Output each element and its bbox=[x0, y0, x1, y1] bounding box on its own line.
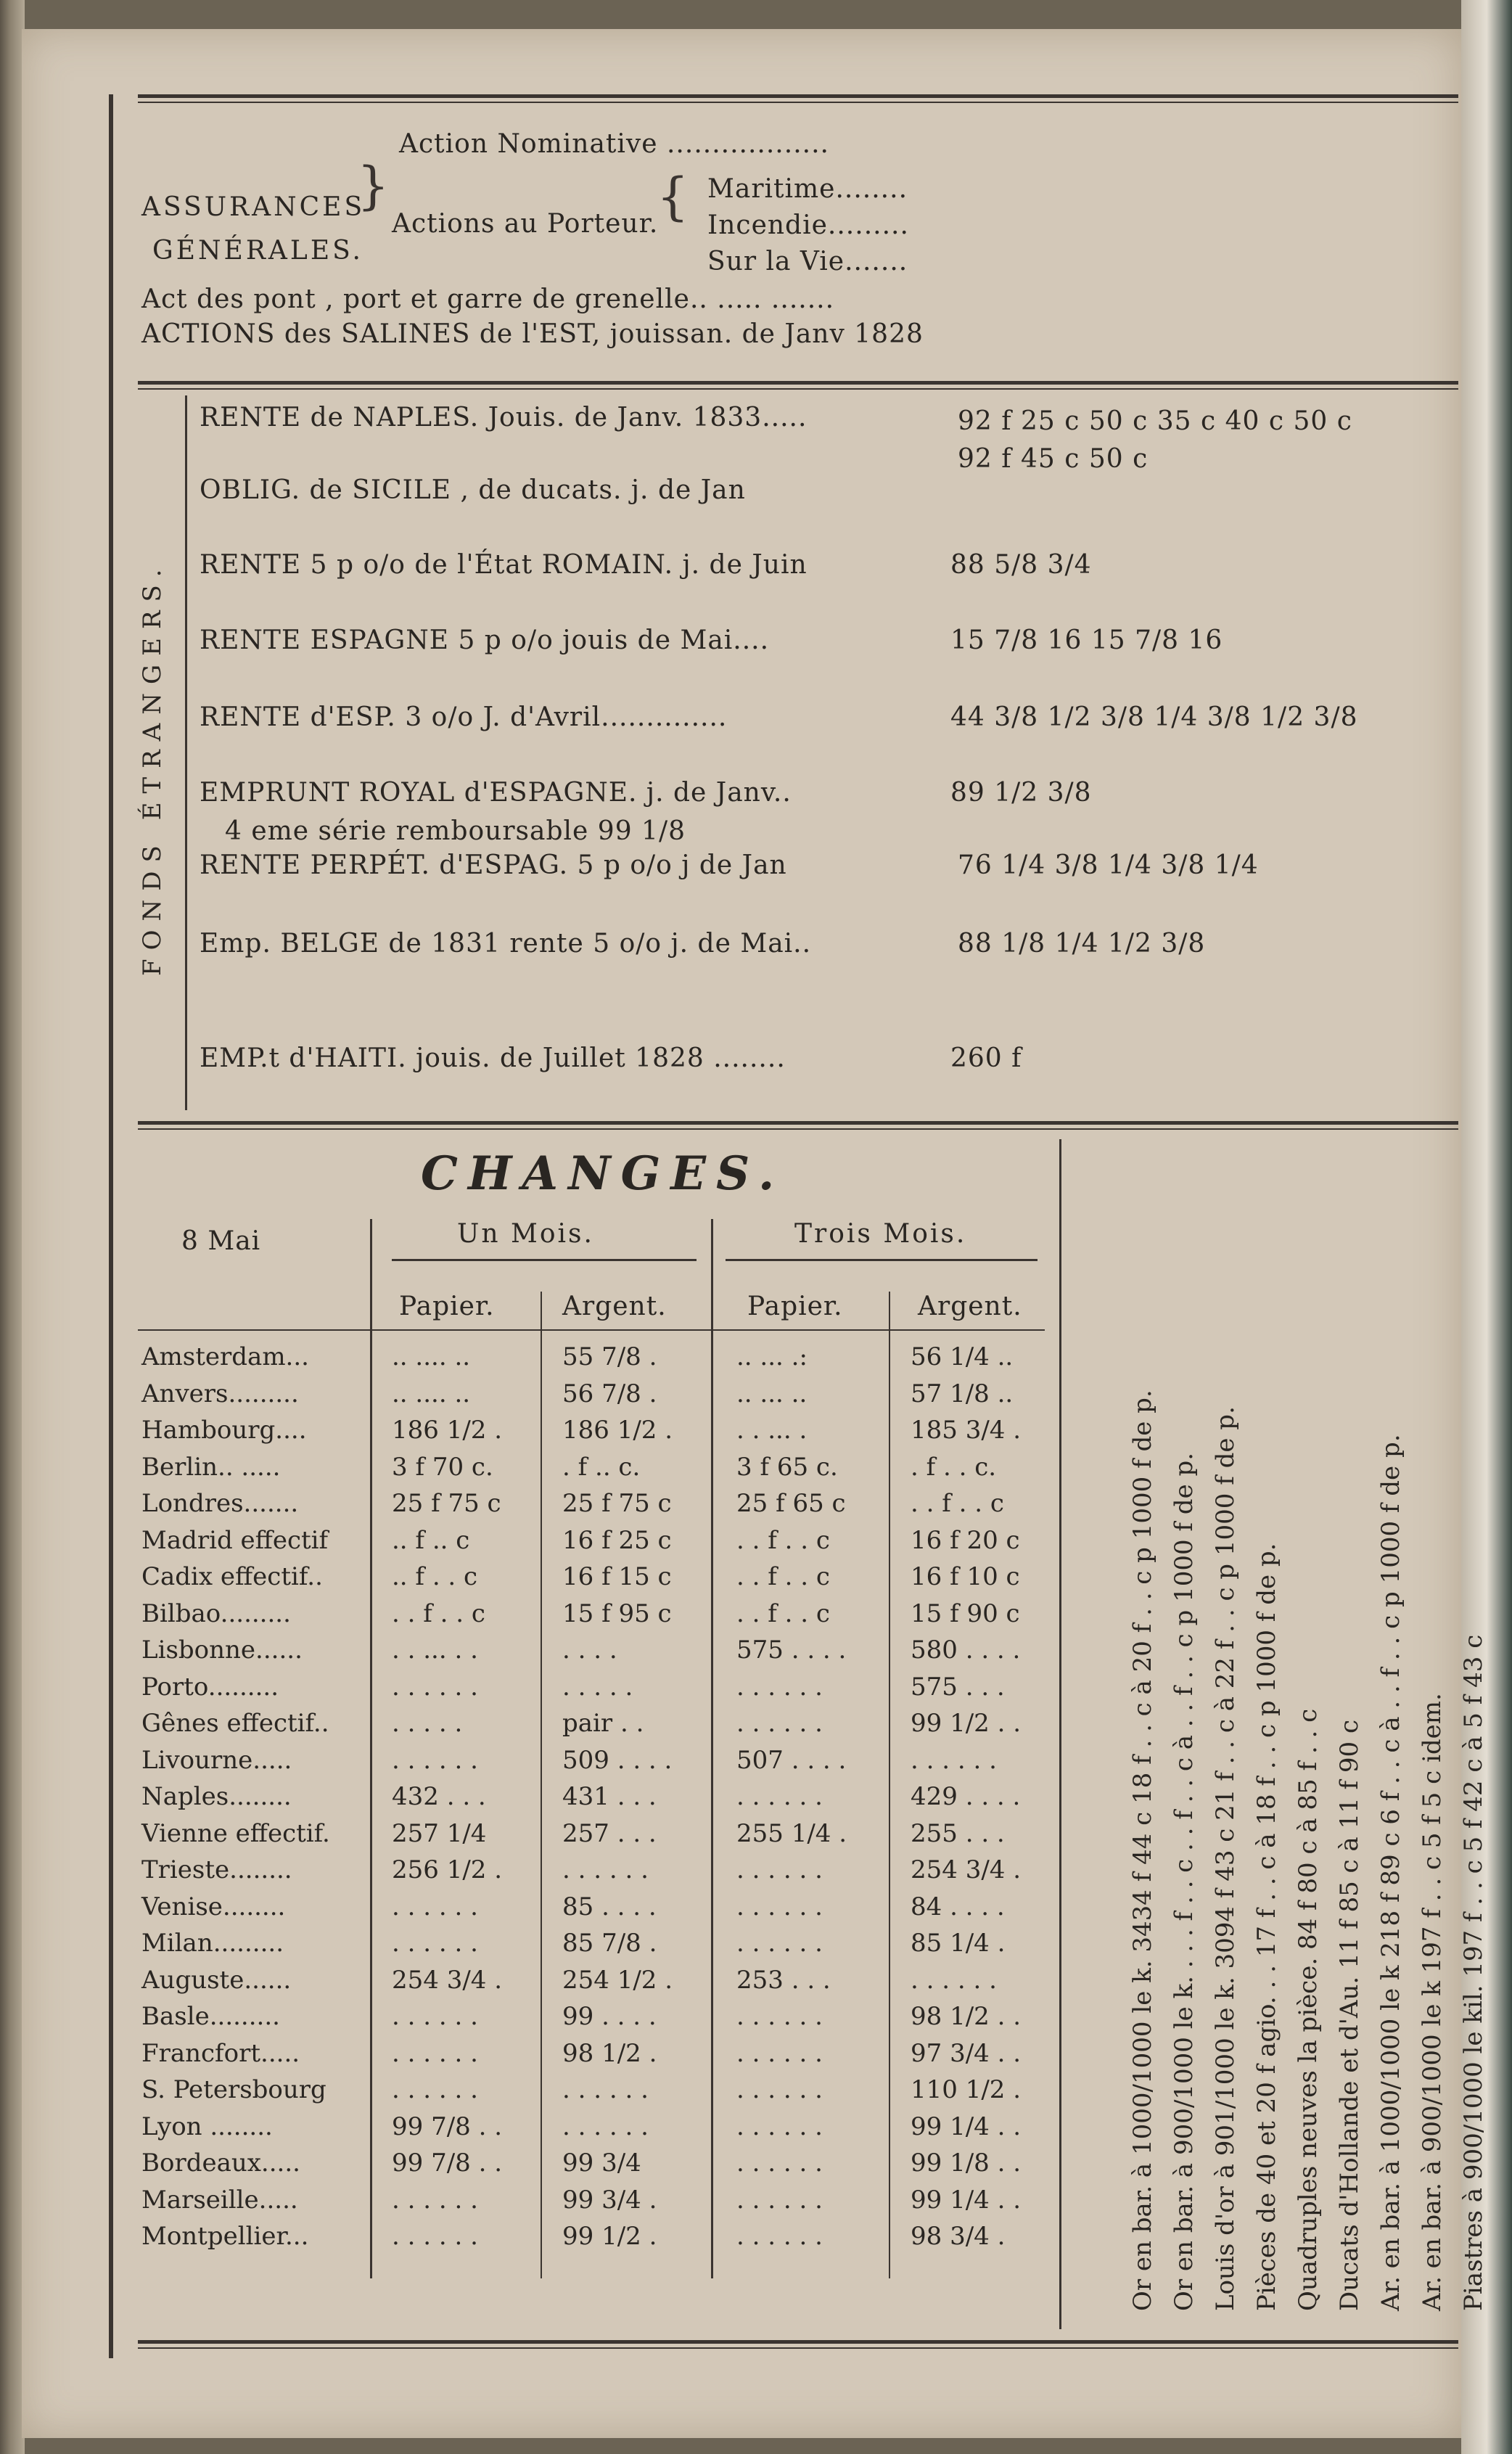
argent-trois-mois: 56 1/4 .. bbox=[911, 1342, 1014, 1371]
bottom-rule bbox=[138, 2340, 1458, 2349]
papier-trois-mois: 253 . . . bbox=[736, 1965, 831, 1995]
argent-un-mois: . . . . . . bbox=[562, 1855, 649, 1884]
argent-un-mois: 257 . . . bbox=[562, 1818, 657, 1848]
argent-un-mois: 254 1/2 . bbox=[562, 1965, 673, 1995]
porteur-line: Actions au Porteur. bbox=[392, 209, 659, 239]
argent-trois-mois: 85 1/4 . bbox=[911, 1929, 1006, 1958]
fonds-row-label: RENTE ESPAGNE 5 p o/o jouis de Mai.... bbox=[200, 625, 770, 655]
city-name: Lyon ........ bbox=[141, 2112, 273, 2141]
fonds-row-value: 15 7/8 16 15 7/8 16 bbox=[950, 625, 1223, 655]
papier-trois-mois: . . f . . c bbox=[736, 1599, 830, 1628]
bracket-left: } bbox=[357, 156, 390, 216]
papier-un-mois: 99 7/8 . . bbox=[392, 2149, 503, 2178]
trois-mois-underline bbox=[726, 1259, 1038, 1261]
city-name: S. Petersbourg bbox=[141, 2075, 326, 2104]
city-name: Montpellier... bbox=[141, 2222, 309, 2251]
papier-trois-mois: . . . . . . bbox=[736, 1672, 823, 1702]
papier-trois-mois: . . f . . c bbox=[736, 1562, 830, 1591]
city-name: Lisbonne...... bbox=[141, 1636, 303, 1665]
papier-header-3: Papier. bbox=[747, 1292, 843, 1321]
metal-price-column: Ar. en bar. à 1000/1000 le k 218 f 89 c 6 f . . c à . . f . . c p 1000 f de p. bbox=[1376, 1434, 1405, 2311]
argent-trois-mois: . . . . . . bbox=[911, 1965, 997, 1995]
argent-trois-mois: 98 1/2 . . bbox=[911, 2002, 1022, 2031]
argent-trois-mois: 57 1/8 .. bbox=[911, 1379, 1014, 1408]
fonds-row-value: 92 f 45 c 50 c bbox=[958, 444, 1149, 474]
incendie-line: Incendie......... bbox=[707, 210, 909, 240]
papier-un-mois: 3 f 70 c. bbox=[392, 1452, 493, 1482]
fonds-divider bbox=[185, 395, 187, 1110]
city-name: Basle......... bbox=[141, 2002, 280, 2031]
argent-un-mois: 85 7/8 . bbox=[562, 1929, 657, 1958]
argent-un-mois: . f .. c. bbox=[562, 1452, 641, 1482]
argent-un-mois: 16 f 15 c bbox=[562, 1562, 672, 1591]
argent-un-mois: 99 3/4 . bbox=[562, 2185, 657, 2215]
papier-trois-mois: .. ... .: bbox=[736, 1342, 808, 1371]
argent-trois-mois: . f . . c. bbox=[911, 1452, 997, 1482]
argent-trois-mois: 255 . . . bbox=[911, 1818, 1005, 1848]
papier-un-mois: 256 1/2 . bbox=[392, 1855, 503, 1884]
argent-trois-mois: 97 3/4 . . bbox=[911, 2038, 1022, 2068]
papier-un-mois: . . . . . bbox=[392, 1709, 463, 1738]
argent-trois-mois: 98 3/4 . bbox=[911, 2222, 1006, 2251]
papier-trois-mois: . . . . . . bbox=[736, 2185, 823, 2215]
metal-price-column: Ar. en bar. à 900/1000 le k 197 f . . c 5 f 5 c idem. bbox=[1418, 1693, 1447, 2311]
argent-trois-mois: . . . . . . bbox=[911, 1745, 997, 1775]
fonds-row-value: 260 f bbox=[950, 1043, 1022, 1073]
argent-trois-mois: 254 3/4 . bbox=[911, 1855, 1022, 1884]
argent-trois-mois: 16 f 20 c bbox=[911, 1525, 1020, 1555]
papier-trois-mois: . . . . . . bbox=[736, 2075, 823, 2104]
fonds-row-value: 44 3/8 1/2 3/8 1/4 3/8 1/2 3/8 bbox=[950, 702, 1358, 732]
papier-un-mois: .. f . . c bbox=[392, 1562, 478, 1591]
argent-trois-mois: 575 . . . bbox=[911, 1672, 1005, 1702]
papier-un-mois: . . . . . . bbox=[392, 1929, 478, 1958]
city-name: Cadix effectif.. bbox=[141, 1562, 323, 1591]
city-name: Berlin.. ..... bbox=[141, 1452, 281, 1482]
argent-un-mois: 56 7/8 . bbox=[562, 1379, 657, 1408]
argent-trois-mois: 84 . . . . bbox=[911, 1892, 1005, 1921]
metal-price-column: Ducats d'Hollande et d'Au. 11 f 85 c à 11 f 90 c bbox=[1335, 1719, 1364, 2311]
papier-un-mois: . . . . . . bbox=[392, 2222, 478, 2251]
top-rule bbox=[138, 94, 1458, 103]
papier-trois-mois: 25 f 65 c bbox=[736, 1489, 846, 1518]
papier-un-mois: . . . . . . bbox=[392, 1892, 478, 1921]
col-divider bbox=[541, 1292, 542, 2278]
papier-trois-mois: . . . . . . bbox=[736, 1929, 823, 1958]
papier-trois-mois: 3 f 65 c. bbox=[736, 1452, 838, 1482]
papier-un-mois: . . . . . . bbox=[392, 1745, 478, 1775]
city-name: Naples........ bbox=[141, 1782, 292, 1811]
metal-price-column: Or en bar. à 900/1000 le k. . . . f . . c . . f . . c à . . f . . c p 1000 f de p. bbox=[1170, 1452, 1199, 2311]
fonds-row-value: 76 1/4 3/8 1/4 3/8 1/4 bbox=[958, 850, 1259, 880]
papier-trois-mois: 575 . . . . bbox=[736, 1636, 847, 1665]
argent-trois-mois: 580 . . . . bbox=[911, 1636, 1021, 1665]
fonds-row-label: RENTE d'ESP. 3 o/o J. d'Avril.............. bbox=[200, 702, 728, 732]
city-name: Auguste...... bbox=[141, 1965, 292, 1995]
papier-trois-mois: . . . . . . bbox=[736, 1709, 823, 1738]
papier-un-mois: .. .... .. bbox=[392, 1379, 471, 1408]
papier-trois-mois: . . . . . . bbox=[736, 2002, 823, 2031]
papier-trois-mois: 507 . . . . bbox=[736, 1745, 847, 1775]
papier-trois-mois: . . . . . . bbox=[736, 1855, 823, 1884]
papier-trois-mois: . . . . . . bbox=[736, 2222, 823, 2251]
city-name: Porto......... bbox=[141, 1672, 279, 1702]
argent-trois-mois: 185 3/4 . bbox=[911, 1416, 1022, 1445]
city-name: Madrid effectif bbox=[141, 1525, 329, 1555]
argent-trois-mois: 99 1/8 . . bbox=[911, 2149, 1022, 2178]
argent-trois-mois: 99 1/4 . . bbox=[911, 2112, 1022, 2141]
papier-un-mois: 25 f 75 c bbox=[392, 1489, 501, 1518]
papier-un-mois: . . . . . . bbox=[392, 2038, 478, 2068]
papier-un-mois: . . . . . . bbox=[392, 2185, 478, 2215]
argent-un-mois: 186 1/2 . bbox=[562, 1416, 673, 1445]
argent-un-mois: 16 f 25 c bbox=[562, 1525, 672, 1555]
papier-trois-mois: . . . . . . bbox=[736, 2149, 823, 2178]
argent-trois-mois: . . f . . c bbox=[911, 1489, 1004, 1518]
argent-un-mois: 431 . . . bbox=[562, 1782, 657, 1811]
assurances-header: ASSURANCES bbox=[141, 192, 366, 222]
papier-trois-mois: . . f . . c bbox=[736, 1525, 830, 1555]
metal-price-column: Or en bar. à 1000/1000 le k. 3434 f 44 c 18 f . . c à 20 f . . c p 1000 f de p. bbox=[1128, 1390, 1157, 2311]
argent-trois-mois: 99 1/4 . . bbox=[911, 2185, 1022, 2215]
city-name: Gênes effectif.. bbox=[141, 1709, 329, 1738]
fonds-row-value: 88 5/8 3/4 bbox=[950, 550, 1092, 580]
papier-un-mois: .. .... .. bbox=[392, 1342, 471, 1371]
argent-trois-mois: 99 1/2 . . bbox=[911, 1709, 1022, 1738]
argent-un-mois: 85 . . . . bbox=[562, 1892, 657, 1921]
city-name: Bilbao......... bbox=[141, 1599, 291, 1628]
metal-price-column: Louis d'or à 901/1000 le k. 3094 f 43 c 21 f . . c à 22 f . . c p 1000 f de p. bbox=[1211, 1406, 1240, 2311]
papier-trois-mois: . . ... . bbox=[736, 1416, 808, 1445]
papier-un-mois: .. f .. c bbox=[392, 1525, 470, 1555]
metal-price-column: Quadruples neuves la pièce. 84 f 80 c à 85 f . . c bbox=[1294, 1708, 1323, 2311]
city-name: Londres....... bbox=[141, 1489, 299, 1518]
fonds-row-label: RENTE PERPÉT. d'ESPAG. 5 p o/o j de Jan bbox=[200, 850, 787, 880]
maritime-line: Maritime........ bbox=[707, 174, 908, 204]
argent-un-mois: 99 3/4 bbox=[562, 2149, 641, 2178]
generales-header: GÉNÉRALES. bbox=[152, 236, 363, 266]
argent-un-mois: 15 f 95 c bbox=[562, 1599, 672, 1628]
fonds-row-label: RENTE de NAPLES. Jouis. de Janv. 1833..... bbox=[200, 403, 808, 432]
fonds-row-label: EMPRUNT ROYAL d'ESPAGNE. j. de Janv.. bbox=[200, 778, 792, 808]
salines-line: ACTIONS des SALINES de l'EST, jouissan. de Janv 1828 bbox=[141, 319, 924, 349]
metals-divider bbox=[1059, 1139, 1061, 2329]
un-mois-underline bbox=[392, 1259, 697, 1261]
city-name: Trieste........ bbox=[141, 1855, 292, 1884]
rule-fonds bbox=[138, 381, 1458, 390]
papier-un-mois: . . . . . . bbox=[392, 2002, 478, 2031]
metal-price-column: Piastres à 900/1000 le kil. 197 f . . c 5 f 42 c à 5 f 43 c bbox=[1459, 1634, 1488, 2311]
argent-header-1: Argent. bbox=[562, 1292, 667, 1321]
argent-un-mois: 509 . . . . bbox=[562, 1745, 673, 1775]
argent-trois-mois: 15 f 90 c bbox=[911, 1599, 1020, 1628]
fonds-row-value: 89 1/2 3/8 bbox=[950, 778, 1092, 808]
papier-trois-mois: . . . . . . bbox=[736, 2038, 823, 2068]
argent-un-mois: 25 f 75 c bbox=[562, 1489, 672, 1518]
papier-trois-mois: . . . . . . bbox=[736, 1892, 823, 1921]
city-name: Anvers......... bbox=[141, 1379, 299, 1408]
fonds-row-label: Emp. BELGE de 1831 rente 5 o/o j. de Mai.. bbox=[200, 929, 812, 959]
argent-un-mois: 99 . . . . bbox=[562, 2002, 657, 2031]
papier-trois-mois: . . . . . . bbox=[736, 2112, 823, 2141]
city-name: Venise........ bbox=[141, 1892, 286, 1921]
changes-title: CHANGES. bbox=[421, 1146, 785, 1201]
col-divider bbox=[370, 1219, 372, 2278]
papier-un-mois: . . . . . . bbox=[392, 2075, 478, 2104]
city-name: Hambourg.... bbox=[141, 1416, 307, 1445]
argent-un-mois: 98 1/2 . bbox=[562, 2038, 657, 2068]
papier-un-mois: 257 1/4 bbox=[392, 1818, 487, 1848]
argent-un-mois: . . . . . . bbox=[562, 2112, 649, 2141]
fonds-row-label: 4 eme série remboursable 99 1/8 bbox=[225, 816, 686, 846]
papier-un-mois: 254 3/4 . bbox=[392, 1965, 503, 1995]
papier-trois-mois: 255 1/4 . bbox=[736, 1818, 847, 1848]
fonds-row-value: 92 f 25 c 50 c 35 c 40 c 50 c bbox=[958, 406, 1352, 436]
papier-header-1: Papier. bbox=[399, 1292, 495, 1321]
vie-line: Sur la Vie....... bbox=[707, 247, 908, 276]
city-name: Marseille..... bbox=[141, 2185, 298, 2215]
rule-changes bbox=[138, 1121, 1458, 1130]
trois-mois-header: Trois Mois. bbox=[794, 1219, 967, 1249]
argent-trois-mois: 110 1/2 . bbox=[911, 2075, 1022, 2104]
argent-trois-mois: 429 . . . . bbox=[911, 1782, 1021, 1811]
city-name: Vienne effectif. bbox=[141, 1818, 330, 1848]
header-underline bbox=[138, 1329, 1045, 1331]
nominative-line: Action Nominative .................. bbox=[399, 129, 829, 159]
papier-trois-mois: . . . . . . bbox=[736, 1782, 823, 1811]
papier-un-mois: . . ... . . bbox=[392, 1636, 478, 1665]
fonds-row-label: EMP.t d'HAITI. jouis. de Juillet 1828 ........ bbox=[200, 1043, 786, 1073]
fonds-side-label: FONDS ÉTRANGERS. bbox=[138, 560, 167, 976]
argent-trois-mois: 16 f 10 c bbox=[911, 1562, 1020, 1591]
changes-date: 8 Mai bbox=[181, 1226, 261, 1256]
col-divider bbox=[711, 1219, 713, 2278]
papier-un-mois: . . f . . c bbox=[392, 1599, 485, 1628]
ponts-line: Act des pont , port et garre de grenelle.. ..... ....... bbox=[141, 284, 835, 314]
papier-un-mois: 99 7/8 . . bbox=[392, 2112, 503, 2141]
un-mois-header: Un Mois. bbox=[457, 1219, 594, 1249]
argent-un-mois: 55 7/8 . bbox=[562, 1342, 657, 1371]
book-binding bbox=[0, 0, 25, 2454]
fonds-row-value: 88 1/8 1/4 1/2 3/8 bbox=[958, 929, 1206, 959]
argent-un-mois: . . . . . . bbox=[562, 2075, 649, 2104]
papier-un-mois: . . . . . . bbox=[392, 1672, 478, 1702]
papier-trois-mois: .. ... .. bbox=[736, 1379, 808, 1408]
fonds-row-label: OBLIG. de SICILE , de ducats. j. de Jan bbox=[200, 475, 746, 505]
papier-un-mois: 186 1/2 . bbox=[392, 1416, 503, 1445]
city-name: Amsterdam... bbox=[141, 1342, 309, 1371]
fonds-row-label: RENTE 5 p o/o de l'État ROMAIN. j. de Juin bbox=[200, 550, 808, 580]
argent-un-mois: . . . . . bbox=[562, 1672, 633, 1702]
col-divider bbox=[889, 1292, 890, 2278]
city-name: Bordeaux..... bbox=[141, 2149, 300, 2178]
papier-un-mois: 432 . . . bbox=[392, 1782, 486, 1811]
metal-price-column: Pièces de 40 et 20 f agio. . . 17 f . . c à 18 f . . c p 1000 f de p. bbox=[1252, 1543, 1281, 2311]
city-name: Livourne..... bbox=[141, 1745, 292, 1775]
city-name: Milan......... bbox=[141, 1929, 284, 1958]
argent-header-3: Argent. bbox=[918, 1292, 1022, 1321]
argent-un-mois: . . . . bbox=[562, 1636, 617, 1665]
city-name: Francfort..... bbox=[141, 2038, 300, 2068]
argent-un-mois: pair . . bbox=[562, 1709, 644, 1738]
bracket-right: { bbox=[657, 167, 689, 226]
argent-un-mois: 99 1/2 . bbox=[562, 2222, 657, 2251]
